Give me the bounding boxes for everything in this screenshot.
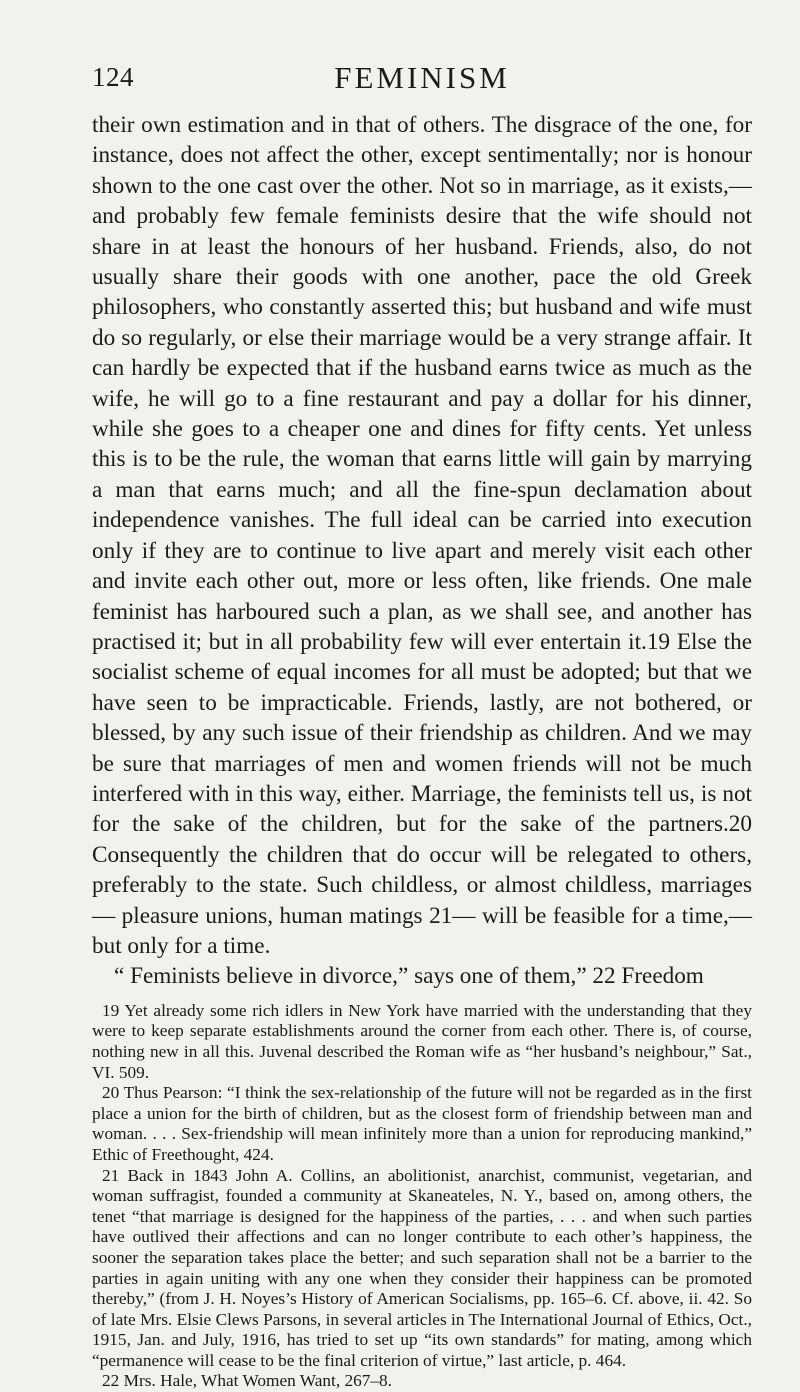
page-header — [92, 0, 752, 110]
footnote: 21 Back in 1843 John A. Collins, an abolitionist, anarchist, communist, vegetarian, and woman suffragist, founded a community at Skaneateles, N. Y., based on, among others, the tenet “that marriage is designed for the happiness of the parties, . . . and when such parties have outlived their affections and can no longer contribute to each other’s happiness, the sooner the separation takes place the better; and such separation shall not be a barrier to the parties in again uniting with any one when they consider their happiness can be promoted thereby,” (from J. H. Noyes’s History of American Socialisms, pp. 165–6. Cf. above, ii. 42. So of late Mrs. Elsie Clews Parsons, in several articles in The International Journal of Ethics, Oct., 1915, Jan. and July, 1916, has tried to set up “its own standards” for mating, among which “permanence will cease to be the final criterion of virtue,” last article, p. 464. — [92, 1165, 752, 1370]
paragraph: “ Feminists believe in divorce,” says one of them,” 22 Freedom — [114, 963, 704, 990]
running-head: FEMINISM — [334, 60, 510, 95]
footnote: 19 Yet already some rich idlers in New York have married with the understanding that they were to keep separate establishments around the corner from each other. There is, of course, nothing new in all this. Juvenal described the Roman wife as “her husband’s neighbour,” Sat., VI. 509. — [92, 1000, 752, 1082]
page-number: 124 — [92, 62, 134, 92]
footnote: 20 Thus Pearson: “I think the sex-relationship of the future will not be regarded as in the first place a union for the birth of children, but as the closest form of friendship between man and woman. . . . Sex-friendship will mean infinitely more than a union for reproducing mankind,” Ethic of Freethought, 424. — [92, 1083, 752, 1164]
paragraph: their own estimation and in that of others. The disgrace of the one, for instance, does not affect the other, except sentimentally; nor is honour shown to the one cast over the other. Not so in marriage, as it exists,—and probably few female feminists desire that the wife should not share in at least the honours of her husband. Friends, also, do not usually share their goods with one another, pace the old Greek philosophers, who constantly asserted this; but husband and wife must do so regularly, or else their marriage would be a very strange affair. It can hardly be expected that if the husband earns twice as much as the wife, he will go to a fine restaurant and pay a dollar for his dinner, while she goes to a cheaper one and dines for fifty cents. Yet unless this is to be the rule, the woman that earns little will gain by marrying a man that earns much; and all the fine-spun declamation about independence vanishes. The full ideal can be carried into execution only if they are to continue to live apart and merely visit each other and invite each other out, more or less often, like friends. One male feminist has harboured such a plan, as we shall see, and another has practised it; but in all probability few will ever entertain it.19 Else the socialist scheme of equal incomes for all must be adopted; but that we have seen to be impracticable. Friends, lastly, are not bothered, or blessed, by any such issue of their friendship as children. And we may be sure that marriages of men and women friends will not be much interfered with in this way, either. Marriage, the feminists tell us, is not for the sake of the children, but for the sake of the partners.20 Consequently the children that do occur will be relegated to others, preferably to the state. Such childless, or almost childless, marriages — pleasure unions, human matings 21— will be feasible for a time,— but only for a time. — [92, 112, 752, 959]
footnote: 22 Mrs. Hale, What Women Want, 267–8. — [102, 1371, 392, 1391]
main-text — [92, 110, 752, 992]
book-page — [92, 0, 752, 1392]
footnotes — [92, 1001, 752, 1392]
